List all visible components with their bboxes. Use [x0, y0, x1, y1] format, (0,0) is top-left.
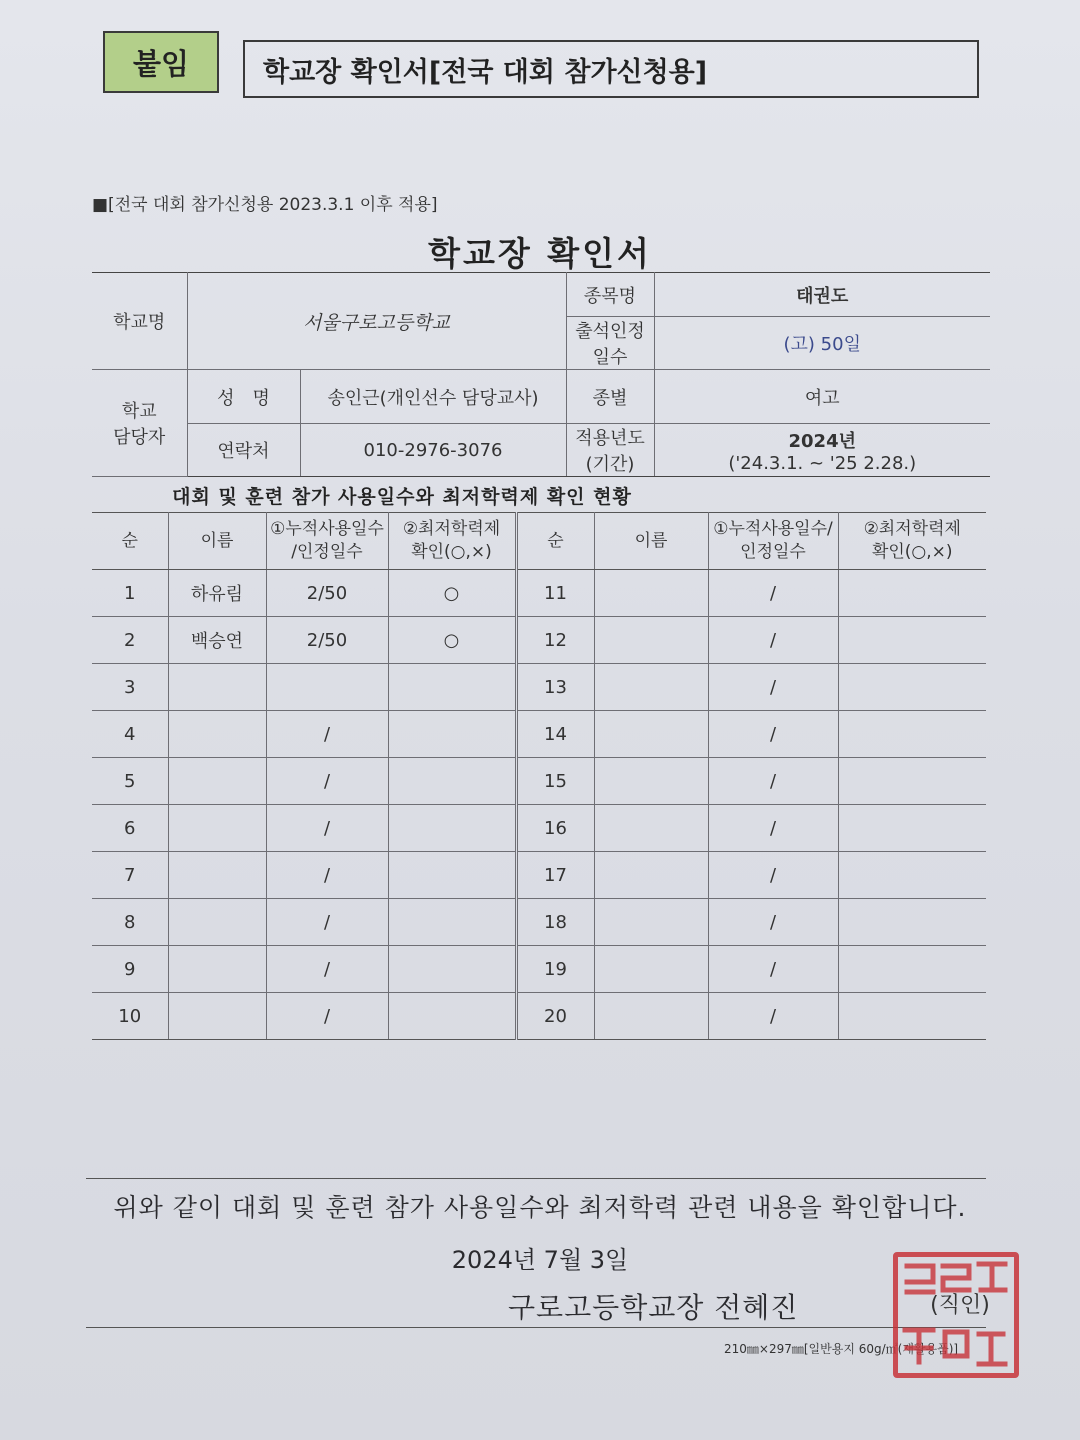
row-check-cell-right [838, 899, 986, 946]
row-name-cell [168, 899, 266, 946]
contact-label: 연락처 [187, 424, 300, 477]
row-check-cell: ○ [388, 570, 516, 617]
row-name-cell-right [594, 570, 708, 617]
row-check-cell [388, 805, 516, 852]
footer-divider-bottom [86, 1327, 986, 1328]
row-days-cell: / [266, 711, 388, 758]
row-no-cell: 8 [92, 899, 168, 946]
row-name-cell-right [594, 899, 708, 946]
row-name-cell-right [594, 852, 708, 899]
attendance-value: (고) 50일 [654, 317, 990, 370]
usage-table-body [92, 570, 986, 1040]
table-row [92, 664, 986, 711]
row-days-cell-right: / [708, 852, 838, 899]
row-check-cell-right [838, 570, 986, 617]
row-no-cell-right: 16 [516, 805, 594, 852]
table-row [92, 805, 986, 852]
row-no-cell-right: 20 [516, 993, 594, 1040]
row-no-cell: 9 [92, 946, 168, 993]
header-days-right: ①누적사용일수/ 인정일수 [708, 513, 838, 570]
row-days-cell: / [266, 852, 388, 899]
row-days-cell-right: / [708, 711, 838, 758]
row-no-cell: 4 [92, 711, 168, 758]
row-check-cell-right [838, 993, 986, 1040]
top-title: 학교장 확인서[전국 대회 참가신청용] [263, 56, 708, 88]
row-check-cell-right [838, 758, 986, 805]
contact-value: 010-2976-3076 [300, 424, 566, 477]
row-name-cell [168, 805, 266, 852]
year-label: 적용년도 (기간) [566, 424, 654, 477]
row-no-cell-right: 17 [516, 852, 594, 899]
row-name-cell [168, 711, 266, 758]
year-value: 2024년 ('24.3.1. ~ '25 2.28.) [654, 424, 990, 477]
table-row [92, 711, 986, 758]
row-days-cell: / [266, 805, 388, 852]
row-name-cell-right [594, 993, 708, 1040]
sport-value: 태권도 [654, 273, 990, 317]
row-no-cell: 6 [92, 805, 168, 852]
row-days-cell-right: / [708, 664, 838, 711]
issue-date: 2024년 7월 3일 [451, 1246, 629, 1274]
row-name-cell: 백승연 [168, 617, 266, 664]
category-label: 종별 [566, 370, 654, 424]
table-row [92, 570, 986, 617]
row-check-cell-right [838, 711, 986, 758]
row-days-cell-right: / [708, 570, 838, 617]
attendance-label: 출석인정 일수 [566, 317, 654, 370]
row-no-cell-right: 14 [516, 711, 594, 758]
header-days: ①누적사용일수 /인정일수 [266, 513, 388, 570]
row-check-cell-right [838, 617, 986, 664]
row-check-cell-right [838, 946, 986, 993]
row-name-cell-right [594, 805, 708, 852]
row-days-cell: 2/50 [266, 570, 388, 617]
seal-label: (직인) [930, 1293, 990, 1318]
table-row [92, 993, 986, 1040]
top-title-box [243, 40, 979, 98]
category-value: 여고 [654, 370, 990, 424]
sport-label: 종목명 [566, 273, 654, 317]
row-name-cell [168, 852, 266, 899]
table-header-row [92, 513, 986, 570]
row-days-cell: / [266, 899, 388, 946]
row-days-cell [266, 664, 388, 711]
row-no-cell-right: 12 [516, 617, 594, 664]
row-name-cell-right [594, 617, 708, 664]
row-no-cell: 7 [92, 852, 168, 899]
row-name-cell: 하유림 [168, 570, 266, 617]
usage-status-table [92, 512, 986, 1040]
row-name-cell-right [594, 946, 708, 993]
table-row [92, 617, 986, 664]
row-name-cell-right [594, 711, 708, 758]
row-name-cell [168, 946, 266, 993]
row-days-cell-right: / [708, 617, 838, 664]
row-no-cell-right: 11 [516, 570, 594, 617]
row-check-cell [388, 946, 516, 993]
principal-name: 구로고등학교장 전혜진 [508, 1291, 799, 1324]
row-check-cell [388, 711, 516, 758]
manager-name-label: 성 명 [187, 370, 300, 424]
row-check-cell [388, 993, 516, 1040]
row-check-cell-right [838, 664, 986, 711]
row-days-cell-right: / [708, 899, 838, 946]
row-days-cell: 2/50 [266, 617, 388, 664]
row-no-cell-right: 13 [516, 664, 594, 711]
table-row [92, 852, 986, 899]
row-days-cell-right: / [708, 758, 838, 805]
header-no-right: 순 [516, 513, 594, 570]
school-name-label: 학교명 [92, 273, 187, 370]
document-title: 학교장 확인서 [428, 234, 652, 273]
header-name-right: 이름 [594, 513, 708, 570]
row-no-cell: 2 [92, 617, 168, 664]
row-days-cell-right: / [708, 993, 838, 1040]
row-days-cell: / [266, 993, 388, 1040]
row-no-cell: 3 [92, 664, 168, 711]
row-check-cell: ○ [388, 617, 516, 664]
header-name: 이름 [168, 513, 266, 570]
row-name-cell-right [594, 758, 708, 805]
application-note: ■[전국 대회 참가신청용 2023.3.1 이후 적용] [92, 195, 438, 215]
row-check-cell [388, 758, 516, 805]
manager-label: 학교 담당자 [92, 370, 187, 477]
row-name-cell [168, 993, 266, 1040]
row-days-cell-right: / [708, 946, 838, 993]
school-info-table [92, 272, 990, 477]
confirmation-statement: 위와 같이 대회 및 훈련 참가 사용일수와 최저학력 관련 내용을 확인합니다. [113, 1193, 967, 1222]
row-days-cell-right: / [708, 805, 838, 852]
row-name-cell [168, 664, 266, 711]
table-row [92, 758, 986, 805]
table-row [92, 899, 986, 946]
row-no-cell: 5 [92, 758, 168, 805]
row-check-cell-right [838, 852, 986, 899]
row-no-cell-right: 15 [516, 758, 594, 805]
row-check-cell [388, 852, 516, 899]
header-check-right: ②최저학력제 확인(○,×) [838, 513, 986, 570]
school-name-value: 서울구로고등학교 [187, 273, 566, 370]
header-check: ②최저학력제 확인(○,×) [388, 513, 516, 570]
table-row [92, 946, 986, 993]
header-no: 순 [92, 513, 168, 570]
row-no-cell-right: 19 [516, 946, 594, 993]
row-name-cell [168, 758, 266, 805]
row-days-cell: / [266, 946, 388, 993]
attachment-badge: 붙임 [103, 31, 219, 93]
row-check-cell [388, 899, 516, 946]
row-no-cell-right: 18 [516, 899, 594, 946]
row-days-cell: / [266, 758, 388, 805]
footer-divider-top [86, 1178, 986, 1179]
row-no-cell: 10 [92, 993, 168, 1040]
paper-spec: 210㎜×297㎜[일반용지 60g/㎡(재활용품)] [724, 1342, 959, 1356]
row-check-cell [388, 664, 516, 711]
row-no-cell: 1 [92, 570, 168, 617]
row-name-cell-right [594, 664, 708, 711]
manager-name-value: 송인근(개인선수 담당교사) [300, 370, 566, 424]
row-check-cell-right [838, 805, 986, 852]
status-section-title: 대회 및 훈련 참가 사용일수와 최저학력제 확인 현황 [172, 486, 632, 508]
